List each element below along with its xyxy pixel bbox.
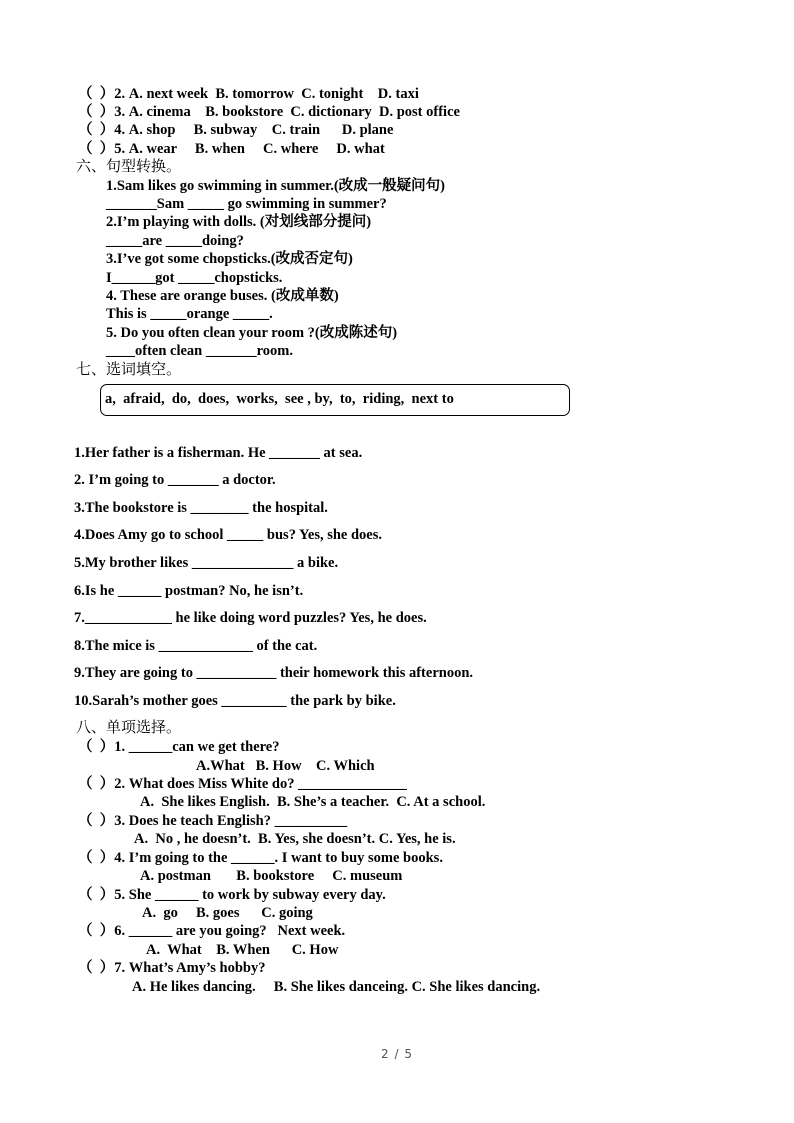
- fill-in-line: 3.The bookstore is ________ the hospital.: [74, 500, 328, 516]
- question-line: （ ）7. What’s Amy’s hobby?: [78, 960, 266, 976]
- section-header: 八、单项选择。: [76, 720, 182, 736]
- exercise-line: _____are _____doing?: [106, 233, 244, 249]
- question-line: （ ）1. ______can we get there?: [78, 739, 280, 755]
- question-line: （ ）3. Does he teach English? __________: [78, 813, 348, 829]
- page-number: 2 / 5: [381, 1047, 413, 1061]
- exercise-line: ____often clean _______room.: [106, 343, 293, 359]
- exercise-line: _______Sam _____ go swimming in summer?: [106, 196, 387, 212]
- options-line: A. She likes English. B. She’s a teacher. C. At a school.: [140, 794, 486, 810]
- word-bank-text: a, afraid, do, does, works, see , by, to, riding, next to: [105, 391, 454, 407]
- question-line: （ ）5. She ______ to work by subway every day.: [78, 887, 386, 903]
- question-line: （ ）4. A. shop B. subway C. train D. plane: [78, 122, 394, 138]
- options-line: A. No , he doesn’t. B. Yes, she doesn’t. C. Yes, he is.: [134, 831, 456, 847]
- options-line: A.What B. How C. Which: [196, 758, 375, 774]
- options-line: A. go B. goes C. going: [142, 905, 313, 921]
- exercise-line: This is _____orange _____.: [106, 306, 273, 322]
- question-line: （ ）3. A. cinema B. bookstore C. dictionary D. post office: [78, 104, 460, 120]
- question-line: （ ）4. I’m going to the ______. I want to buy some books.: [78, 850, 443, 866]
- section-header: 六、句型转换。: [76, 159, 182, 175]
- exercise-line: 3.I’ve got some chopsticks.(改成否定句): [106, 251, 353, 267]
- fill-in-line: 2. I’m going to _______ a doctor.: [74, 472, 276, 488]
- fill-in-line: 4.Does Amy go to school _____ bus? Yes, she does.: [74, 527, 383, 543]
- fill-in-line: 8.The mice is _____________ of the cat.: [74, 638, 318, 654]
- word-bank-box: [100, 384, 570, 416]
- options-line: A. What B. When C. How: [146, 942, 339, 958]
- section-header: 七、选词填空。: [76, 362, 182, 378]
- exercise-line: I______got _____chopsticks.: [106, 270, 283, 286]
- fill-in-line: 5.My brother likes ______________ a bike.: [74, 555, 339, 571]
- exercise-line: 2.I’m playing with dolls. (对划线部分提问): [106, 214, 372, 230]
- question-line: （ ）5. A. wear B. when C. where D. what: [78, 141, 385, 157]
- fill-in-line: 1.Her father is a fisherman. He _______ at sea.: [74, 445, 363, 461]
- options-line: A. He likes dancing. B. She likes danceing. C. She likes dancing.: [132, 979, 541, 995]
- fill-in-line: 7.____________ he like doing word puzzles? Yes, he does.: [74, 610, 427, 626]
- question-line: （ ）2. A. next week B. tomorrow C. tonight D. taxi: [78, 86, 419, 102]
- options-line: A. postman B. bookstore C. museum: [140, 868, 403, 884]
- fill-in-line: 9.They are going to ___________ their homework this afternoon.: [74, 665, 474, 681]
- exercise-line: 1.Sam likes go swimming in summer.(改成一般疑问句): [106, 178, 446, 194]
- fill-in-line: 6.Is he ______ postman? No, he isn’t.: [74, 583, 304, 599]
- question-line: （ ）2. What does Miss White do? _______________: [78, 776, 407, 792]
- exercise-line: 5. Do you often clean your room ?(改成陈述句): [106, 325, 398, 341]
- exercise-line: 4. These are orange buses. (改成单数): [106, 288, 339, 304]
- fill-in-line: 10.Sarah’s mother goes _________ the park by bike.: [74, 693, 396, 709]
- question-line: （ ）6. ______ are you going? Next week.: [78, 923, 346, 939]
